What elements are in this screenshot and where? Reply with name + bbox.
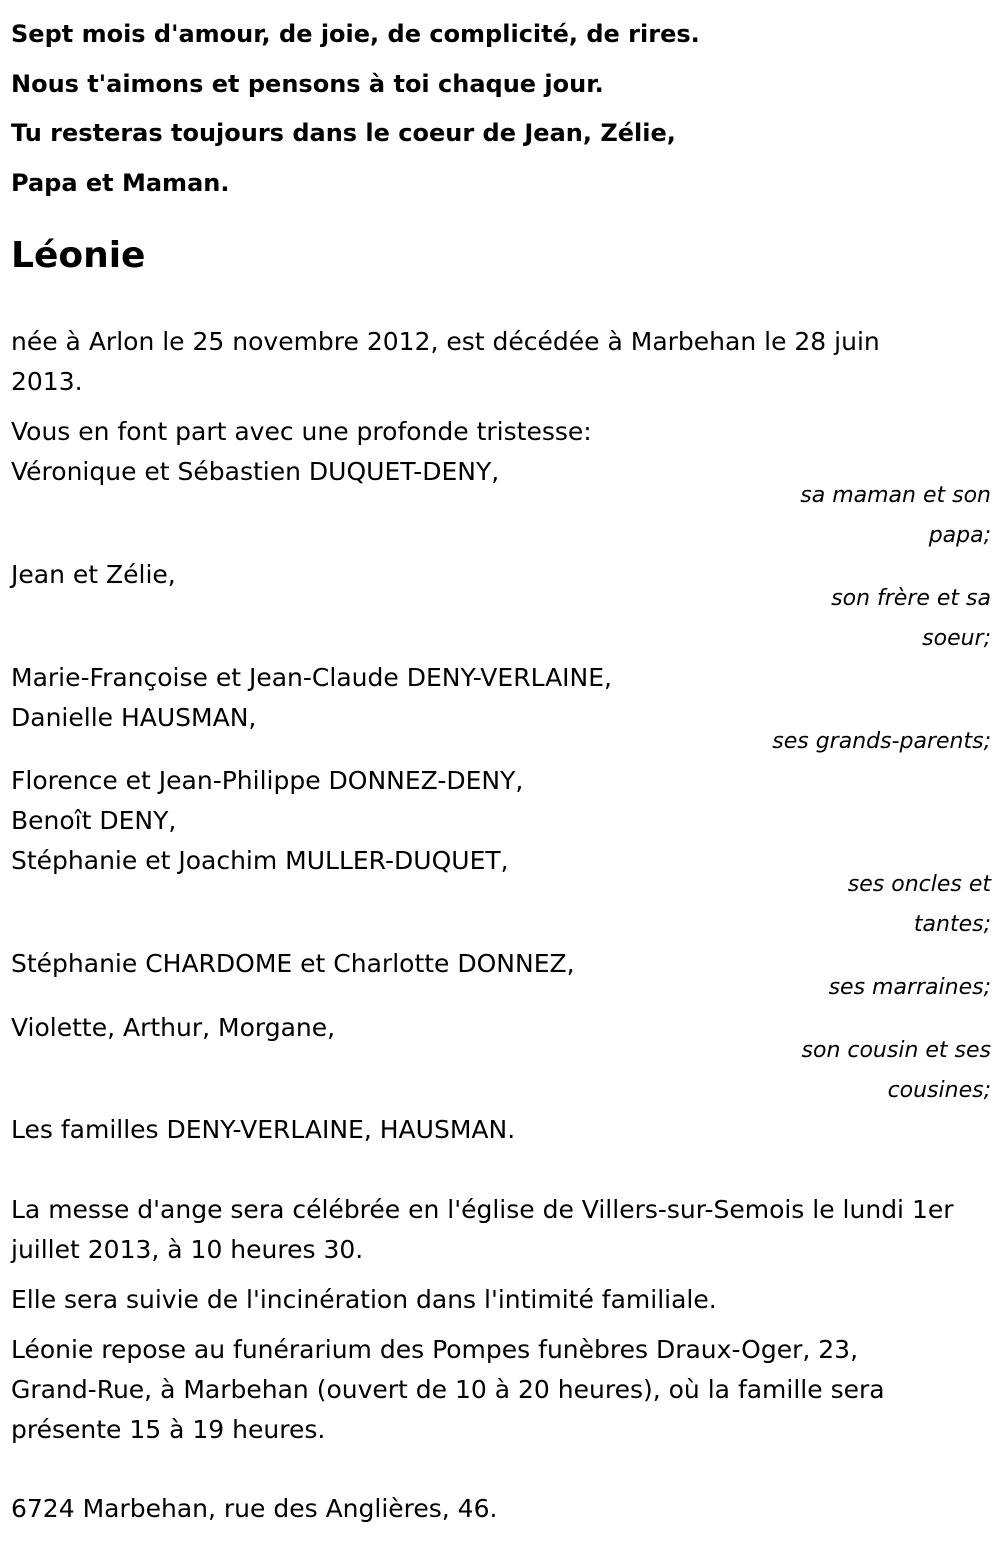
family-names: Violette, Arthur, Morgane, [11,1013,336,1042]
intro-line: Tu resteras toujours dans le coeur de Jean, Zélie, [11,119,676,147]
family-relation: son frère et sa soeur; [831,586,991,651]
family-names: Jean et Zélie, [11,560,176,589]
family-names: Danielle HAUSMAN, [11,703,257,732]
family-relation: ses oncles et tantes; [847,872,991,937]
deceased-name: Léonie [11,235,146,276]
address: 6724 Marbehan, rue des Anglières, 46. [11,1494,498,1523]
intro-line: Papa et Maman. [11,168,230,197]
cremation-info: Elle sera suivie de l'incinération dans l'intimité familiale. [11,1285,717,1314]
family-names: Benoît DENY, [11,806,177,835]
birth-death-info: née à Arlon le 25 novembre 2012, est décédée à Marbehan le 28 juin 2013. [11,327,880,396]
family-relation: ses grands-parents; [772,729,991,754]
family-names: Les familles DENY-VERLAINE, HAUSMAN. [11,1115,516,1144]
announcement-text: Vous en font part avec une profonde tristesse: [11,417,592,446]
funeral-home-info: Léonie repose au funérarium des Pompes funèbres Draux-Oger, 23, Grand-Rue, à Marbehan (ouvert de 10 à 20 heures), où la famille sera présente 15 à 19 heures. [11,1335,885,1444]
family-relation: ses marraines; [828,975,991,1000]
intro-line: Nous t'aimons et pensons à toi chaque jour. [11,69,604,98]
family-relation: sa maman et son papa; [800,483,991,548]
mass-info: La messe d'ange sera célébrée en l'église de Villers-sur-Semois le lundi 1er juillet 2013, à 10 heures 30. [11,1195,954,1264]
family-names: Stéphanie CHARDOME et Charlotte DONNEZ, [11,949,575,978]
family-names: Marie-Françoise et Jean-Claude DENY-VERLAINE, [11,663,612,692]
intro-line: Sept mois d'amour, de joie, de complicité, de rires. [11,20,700,48]
family-names: Florence et Jean-Philippe DONNEZ-DENY, [11,766,524,795]
family-names: Stéphanie et Joachim MULLER-DUQUET, [11,846,509,875]
family-relation: son cousin et ses cousines; [801,1038,991,1103]
family-names: Véronique et Sébastien DUQUET-DENY, [11,457,500,486]
intro-message [11,10,700,208]
